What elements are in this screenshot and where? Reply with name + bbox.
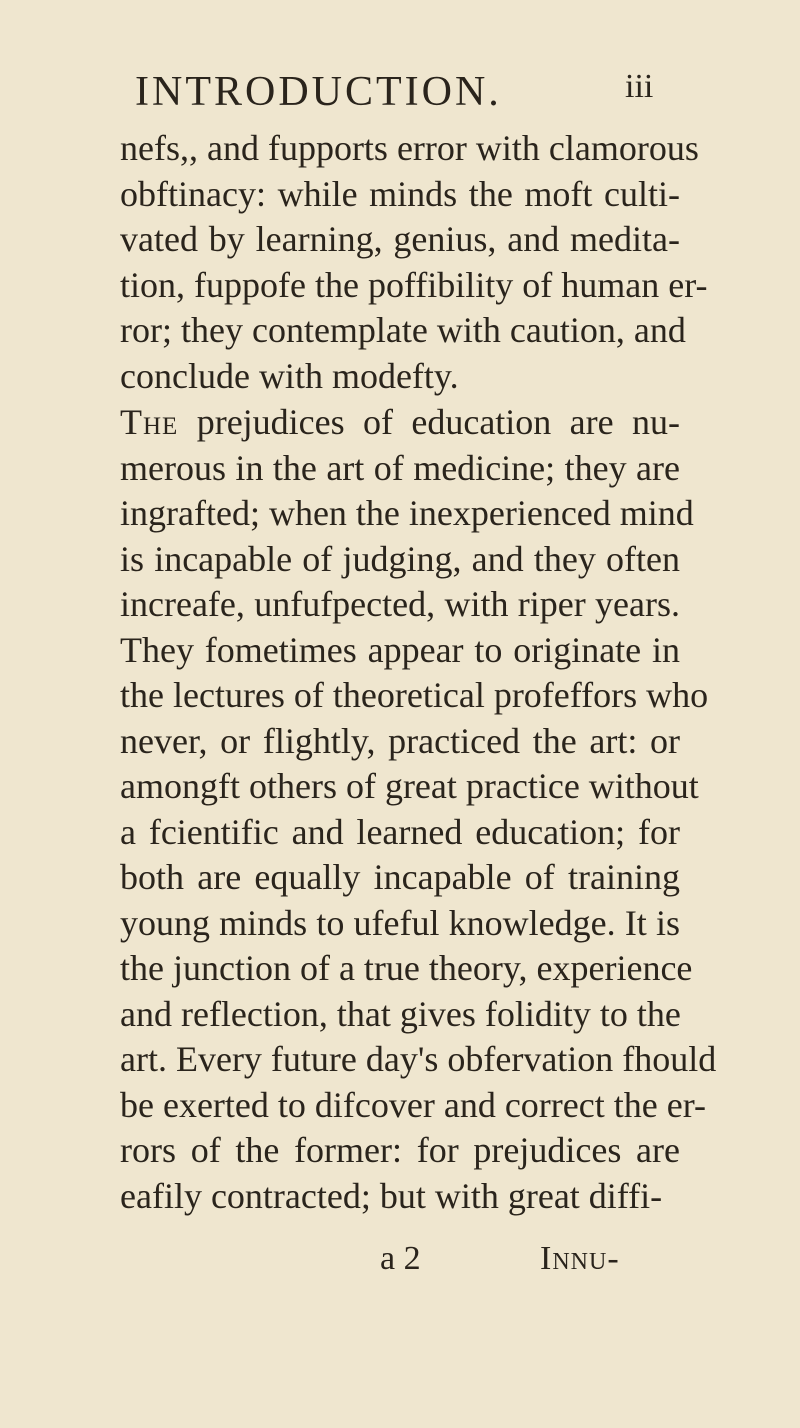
first-word-small-caps: The bbox=[120, 402, 179, 442]
text-line: a fcientific and learned education; for bbox=[120, 811, 680, 852]
text-line: never, or flightly, practiced the art: or bbox=[120, 720, 680, 761]
text-line: is incapable of judging, and they often bbox=[120, 538, 680, 579]
text-line: tion, fuppofe the poffibility of human er- bbox=[120, 264, 708, 305]
paragraph-2 bbox=[120, 400, 717, 1219]
text-line: amongft others of great practice without bbox=[120, 766, 699, 806]
signature-mark: a 2 bbox=[380, 1240, 421, 1277]
text-line: increafe, unfufpected, with riper years. bbox=[120, 584, 680, 624]
page-number: iii bbox=[625, 68, 654, 105]
text-line: nefs,, and fupports error with clamorous bbox=[120, 128, 699, 168]
text-line: They fometimes appear to originate in bbox=[120, 629, 680, 670]
text-line: rors of the former: for prejudices are bbox=[120, 1130, 680, 1170]
text-line: art. Every future day's obfervation fhould bbox=[120, 1039, 717, 1079]
text-line: the junction of a true theory, experience bbox=[120, 948, 693, 988]
running-title: INTRODUCTION. bbox=[135, 69, 502, 115]
text-line: merous in the art of medicine; they are bbox=[120, 447, 680, 488]
text-line: young minds to ufeful knowledge. It is bbox=[120, 902, 680, 943]
text-line: both are equally incapable of training bbox=[120, 857, 680, 897]
text-line bbox=[120, 400, 680, 446]
text-line: eafily contracted; but with great diffi- bbox=[120, 1175, 663, 1216]
text-line: ingrafted; when the inexperienced mind bbox=[120, 493, 694, 533]
text-line: conclude with modefty. bbox=[120, 355, 459, 396]
text-line: ror; they contemplate with caution, and bbox=[120, 310, 686, 350]
catchword: Innu- bbox=[540, 1240, 620, 1277]
text-line: and reflection, that gives folidity to the bbox=[120, 993, 681, 1034]
text-line: the lectures of theoretical profeffors who bbox=[120, 675, 709, 715]
text-line: obftinacy: while minds the moft culti- bbox=[120, 173, 680, 214]
text-line: be exerted to difcover and correct the er- bbox=[120, 1084, 706, 1125]
paragraph-1 bbox=[120, 126, 708, 399]
first-line-rest: prejudices of education are nu- bbox=[178, 402, 680, 442]
text-line: vated by learning, genius, and medita- bbox=[120, 219, 680, 259]
